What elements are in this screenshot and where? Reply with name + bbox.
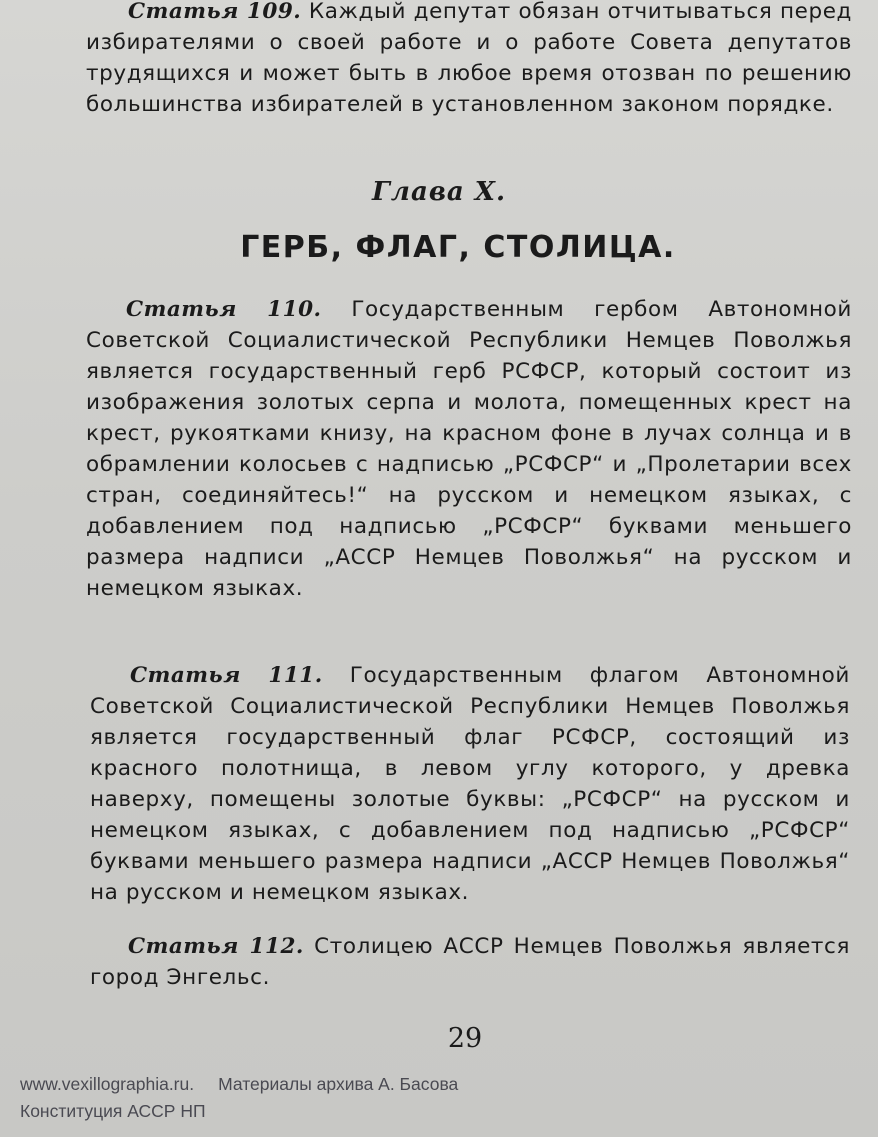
article-110 bbox=[86, 294, 852, 604]
watermark-line-1 bbox=[20, 1071, 458, 1098]
chapter-title: Глава X. bbox=[371, 177, 507, 207]
article-109-text: Каждый депутат обязан отчитываться перед избирателями о своей работе и о работе Совета депутатов трудящихся и может быть в любое время отозван по решению большинства избирателей в установленном законом порядке. bbox=[86, 0, 853, 117]
watermark bbox=[20, 1071, 458, 1125]
article-110-block bbox=[86, 294, 852, 604]
article-109-block bbox=[86, 0, 852, 120]
article-110-number: Статья 110. bbox=[126, 297, 322, 322]
article-111 bbox=[90, 660, 850, 908]
article-109-number: Статья 109. bbox=[128, 0, 302, 24]
article-112-block bbox=[90, 931, 850, 993]
article-112-text: Столицею АССР Немцев Поволжья является город Энгельс. bbox=[90, 934, 851, 990]
article-111-block bbox=[90, 660, 850, 908]
page-number: 29 bbox=[447, 1023, 483, 1054]
article-112-number: Статья 112. bbox=[128, 934, 304, 959]
article-112 bbox=[90, 931, 850, 993]
section-heading: ГЕРБ, ФЛАГ, СТОЛИЦА. bbox=[240, 230, 676, 265]
article-109 bbox=[86, 0, 852, 120]
article-111-number: Статья 111. bbox=[130, 663, 323, 688]
article-111-text: Государственным флагом Автономной Советской Социалистической Республики Немцев Поволжья является государственный флаг РСФСР, состоящий из красного полотнища, в левом углу которого, у древка наверху, помещены золотые буквы: „РСФСР“ на русском и немецком языках, с добавлением под надписью „РСФСР“ буквами меньшего размера надписи „АССР Немцев Поволжья“ на русском и немецком языках. bbox=[90, 663, 851, 905]
article-110-text: Государственным гербом Автономной Советской Социалистической Республики Немцев Поволжья является государственный герб РСФСР, который состоит из изображения золотых серпа и молота, помещенных крест на крест, рукоятками книзу, на красном фоне в лучах солнца и в обрамлении колосьев с надписью „РСФСР“ и „Пролетарии всех стран, соединяйтесь!“ на русском и немецком языках, с добавлением под надписью „РСФСР“ буквами меньшего размера надписи „АССР Немцев Поволжья“ на русском и немецком языках. bbox=[86, 297, 852, 601]
watermark-source: Материалы архива А. Басова bbox=[218, 1074, 459, 1094]
watermark-site: www.vexillographia.ru. bbox=[20, 1074, 195, 1094]
watermark-doc: Конституция АССР НП bbox=[20, 1101, 206, 1121]
